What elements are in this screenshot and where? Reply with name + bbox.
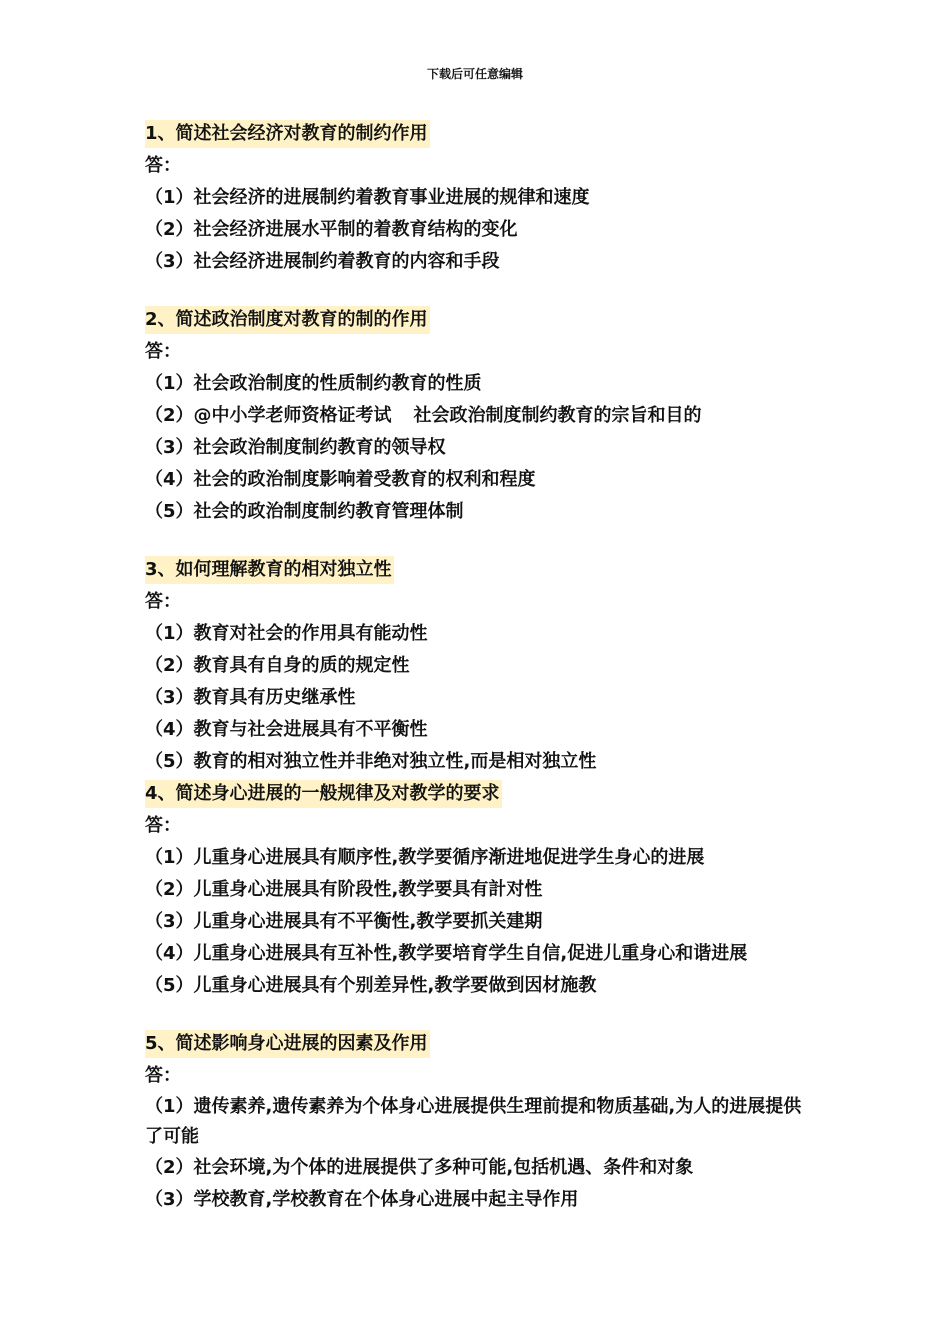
page-header: 下载后可任意编辑 [426, 67, 523, 81]
answer-item: （5）社会的政治制度制约教育管理体制 [145, 501, 464, 522]
question-title: 1、简述社会经济对教育的制约作用 [145, 120, 430, 148]
answer-item: （1）教育对社会的作用具有能动性 [145, 623, 428, 644]
answer-item [145, 400, 815, 432]
answer-item-prefix: （2）@中小学老师资格证考试 [145, 405, 392, 426]
question-title: 4、简述身心进展的一般规律及对教学的要求 [145, 780, 502, 808]
question-2 [145, 304, 815, 336]
answer-item: （4）社会的政治制度影响着受教育的权利和程度 [145, 469, 536, 490]
document-body [145, 118, 815, 1216]
answer-label: 答： [145, 815, 181, 836]
answer-item: （3）学校教育,学校教育在个体身心进展中起主导作用 [145, 1189, 579, 1210]
answer-label: 答： [145, 341, 181, 362]
question-title: 3、如何理解教育的相对独立性 [145, 556, 394, 584]
answer-item: （5）儿重身心进展具有个别差异性,教学要做到因材施教 [145, 975, 597, 996]
answer-item: （1）儿重身心进展具有顺序性,教学要循序渐进地促进学生身心的进展 [145, 847, 705, 868]
question-title: 5、简述影响身心进展的因素及作用 [145, 1030, 430, 1058]
answer-label: 答： [145, 155, 181, 176]
answer-item: （4）儿重身心进展具有互补性,教学要培育学生自信,促进儿重身心和谐进展 [145, 943, 748, 964]
question-3 [145, 554, 815, 586]
answer-item: （1）社会政治制度的性质制约教育的性质 [145, 373, 482, 394]
question-1 [145, 118, 815, 150]
answer-label: 答： [145, 591, 181, 612]
answer-item: （1）遗传素养,遗传素养为个体身心进展提供生理前提和物质基础,为人的进展提供了可能 [145, 1096, 802, 1147]
answer-item: （5）教育的相对独立性并非绝对独立性,而是相对独立性 [145, 751, 597, 772]
question-4 [145, 778, 815, 810]
answer-item: （3）社会经济进展制约着教育的内容和手段 [145, 251, 500, 272]
question-5 [145, 1028, 815, 1060]
answer-item: （2）社会环境,为个体的进展提供了多种可能,包括机遇、条件和对象 [145, 1157, 694, 1178]
answer-item-suffix: 社会政治制度制约教育的宗旨和目的 [413, 405, 702, 426]
answer-item: （2）社会经济进展水平制的着教育结构的变化 [145, 219, 518, 240]
answer-item: （2）教育具有自身的质的规定性 [145, 655, 410, 676]
answer-item: （1）社会经济的进展制约着教育事业进展的规律和速度 [145, 187, 590, 208]
answer-item: （2）儿重身心进展具有阶段性,教学要具有計对性 [145, 879, 543, 900]
answer-item: （3）社会政治制度制约教育的领导权 [145, 437, 446, 458]
question-title: 2、简述政治制度对教育的制的作用 [145, 306, 430, 334]
answer-item: （4）教育与社会进展具有不平衡性 [145, 719, 428, 740]
answer-item: （3）教育具有历史继承性 [145, 687, 356, 708]
answer-label: 答： [145, 1065, 181, 1086]
answer-item: （3）儿重身心进展具有不平衡性,教学要抓关建期 [145, 911, 543, 932]
